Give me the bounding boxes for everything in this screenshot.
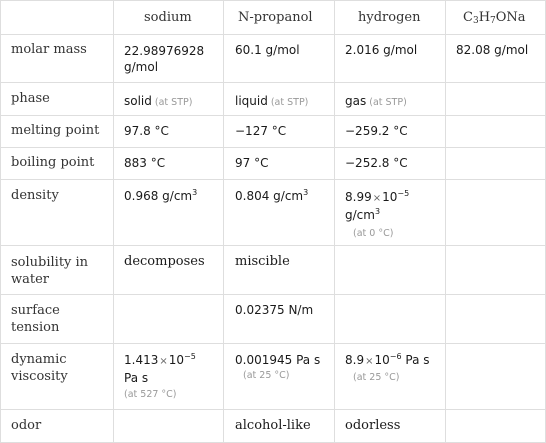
row-divider <box>1 343 545 344</box>
sodium-viscosity: $1.413\times 10^{-5}$ Pa s (at 527 °C) <box>124 352 196 400</box>
row-divider <box>1 294 545 295</box>
row-label-solubility: solubility in water <box>11 255 89 287</box>
sodium-density: 0.968 $g/cm^3$ <box>124 188 198 203</box>
hydrogen-boiling-point: −252.8 °C <box>345 156 408 170</box>
row-label-phase: phase <box>11 91 50 106</box>
hydrogen-density: $8.99\times 10^{-5}$ $g/cm^3$ (at 0 °C) <box>345 189 410 239</box>
row-label-boiling-point: boiling point <box>11 155 95 170</box>
propanol-surface-tension: 0.02375 N/m <box>235 303 314 317</box>
row-divider <box>1 34 545 35</box>
hydrogen-odor: odorless <box>345 418 401 433</box>
header-n-propanol: N-propanol <box>238 10 313 25</box>
header-sodium: sodium <box>144 10 192 25</box>
sodium-boiling-point: 883 °C <box>124 156 166 170</box>
propanol-boiling-point: 97 °C <box>235 156 269 170</box>
sodium-melting-point: 97.8 °C <box>124 124 169 138</box>
row-divider <box>1 82 545 83</box>
c3h7ona-molar-mass: 82.08 g/mol <box>456 43 529 57</box>
propanol-melting-point: −127 °C <box>235 124 287 138</box>
row-label-odor: odor <box>11 418 42 433</box>
col-divider <box>223 1 224 442</box>
row-divider <box>1 147 545 148</box>
row-divider <box>1 409 545 410</box>
header-hydrogen: hydrogen <box>358 10 421 25</box>
hydrogen-molar-mass: 2.016 g/mol <box>345 43 418 57</box>
row-divider <box>1 115 545 116</box>
row-label-surface-tension: surface tension <box>11 303 60 335</box>
row-divider <box>1 179 545 180</box>
sodium-molar-mass: 22.98976928 g/mol <box>124 44 205 74</box>
row-label-melting-point: melting point <box>11 123 100 138</box>
propanol-molar-mass: 60.1 g/mol <box>235 43 300 57</box>
propanol-odor: alcohol-like <box>235 418 311 433</box>
propanol-viscosity: 0.001945 Pa s (at 25 °C) <box>235 353 321 381</box>
header-c3h7ona: $C_3H_7ONa$ <box>463 10 526 26</box>
hydrogen-melting-point: −259.2 °C <box>345 124 408 138</box>
row-label-molar-mass: molar mass <box>11 42 87 57</box>
row-divider <box>1 245 545 246</box>
col-divider <box>334 1 335 442</box>
row-label-density: density <box>11 188 59 203</box>
col-divider <box>445 1 446 442</box>
propanol-phase: liquid (at STP) <box>235 94 309 108</box>
hydrogen-viscosity: $8.9\times 10^{-6}$ Pa s (at 25 °C) <box>345 352 430 383</box>
row-label-viscosity: dynamic viscosity <box>11 352 68 384</box>
propanol-solubility: miscible <box>235 254 290 269</box>
col-divider <box>113 1 114 442</box>
propanol-density: 0.804 $g/cm^3$ <box>235 188 309 203</box>
sodium-phase: solid (at STP) <box>124 94 193 108</box>
sodium-solubility: decomposes <box>124 254 205 269</box>
hydrogen-phase: gas (at STP) <box>345 94 407 108</box>
